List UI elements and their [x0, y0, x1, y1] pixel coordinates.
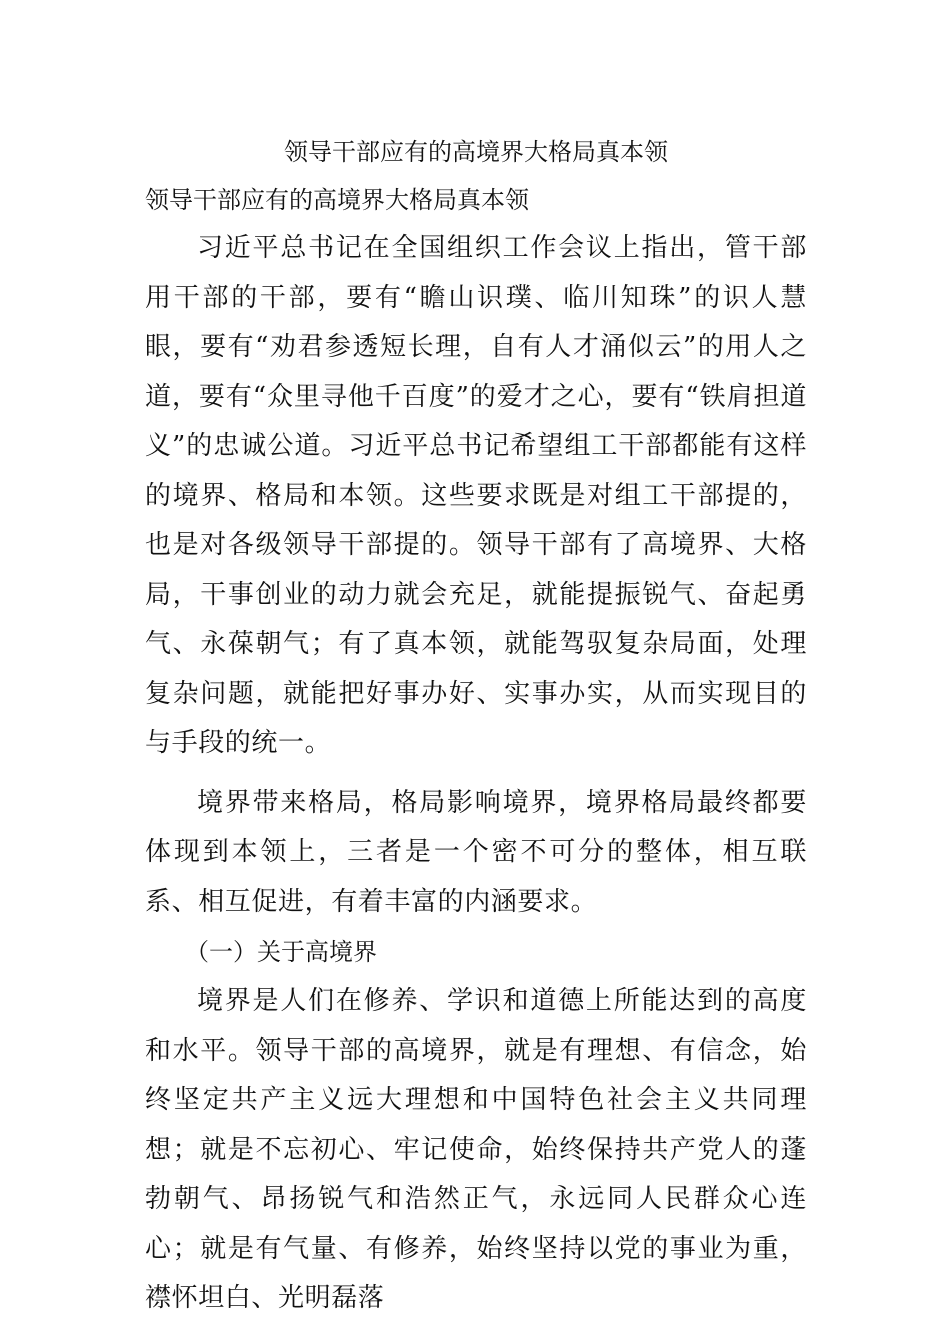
relation-paragraph: 境界带来格局，格局影响境界，境界格局最终都要体现到本领上，三者是一个密不可分的整体，相互联系、相互促进，有着丰富的内涵要求。 — [145, 787, 807, 917]
document-subtitle: 领导干部应有的高境界大格局真本领 — [145, 186, 529, 214]
document-title: 领导干部应有的高境界大格局真本领 — [284, 138, 668, 166]
section-heading: （一）关于高境界 — [185, 938, 377, 966]
document-body — [145, 128, 807, 1324]
intro-paragraph: 习近平总书记在全国组织工作会议上指出，管干部用干部的干部，要有“瞻山识璞、临川知珠”的识人慧眼，要有“劝君参透短长理，自有人才涌似云”的用人之道，要有“众里寻他千百度”的爱才之心，要有“铁肩担道义”的忠诚公道。习近平总书记希望组工干部都能有这样的境界、格局和本领。这些要求既是对组工干部提的，也是对各级领导干部提的。领导干部有了高境界、大格局，干事创业的动力就会充足，就能提振锐气、奋起勇气、永葆朝气；有了真本领，就能驾驭复杂局面，处理复杂问题，就能把好事办好、实事办实，从而实现目的与手段的统一。 — [145, 233, 807, 758]
section-paragraph: 境界是人们在修养、学识和道德上所能达到的高度和水平。领导干部的高境界，就是有理想、有信念，始终坚定共产主义远大理想和中国特色社会主义共同理想；就是不忘初心、牢记使命，始终保持共产党人的蓬勃朝气、昂扬锐气和浩然正气，永远同人民群众心连心；就是有气量、有修养，始终坚持以党的事业为重，襟怀坦白、光明磊落 — [145, 986, 807, 1313]
